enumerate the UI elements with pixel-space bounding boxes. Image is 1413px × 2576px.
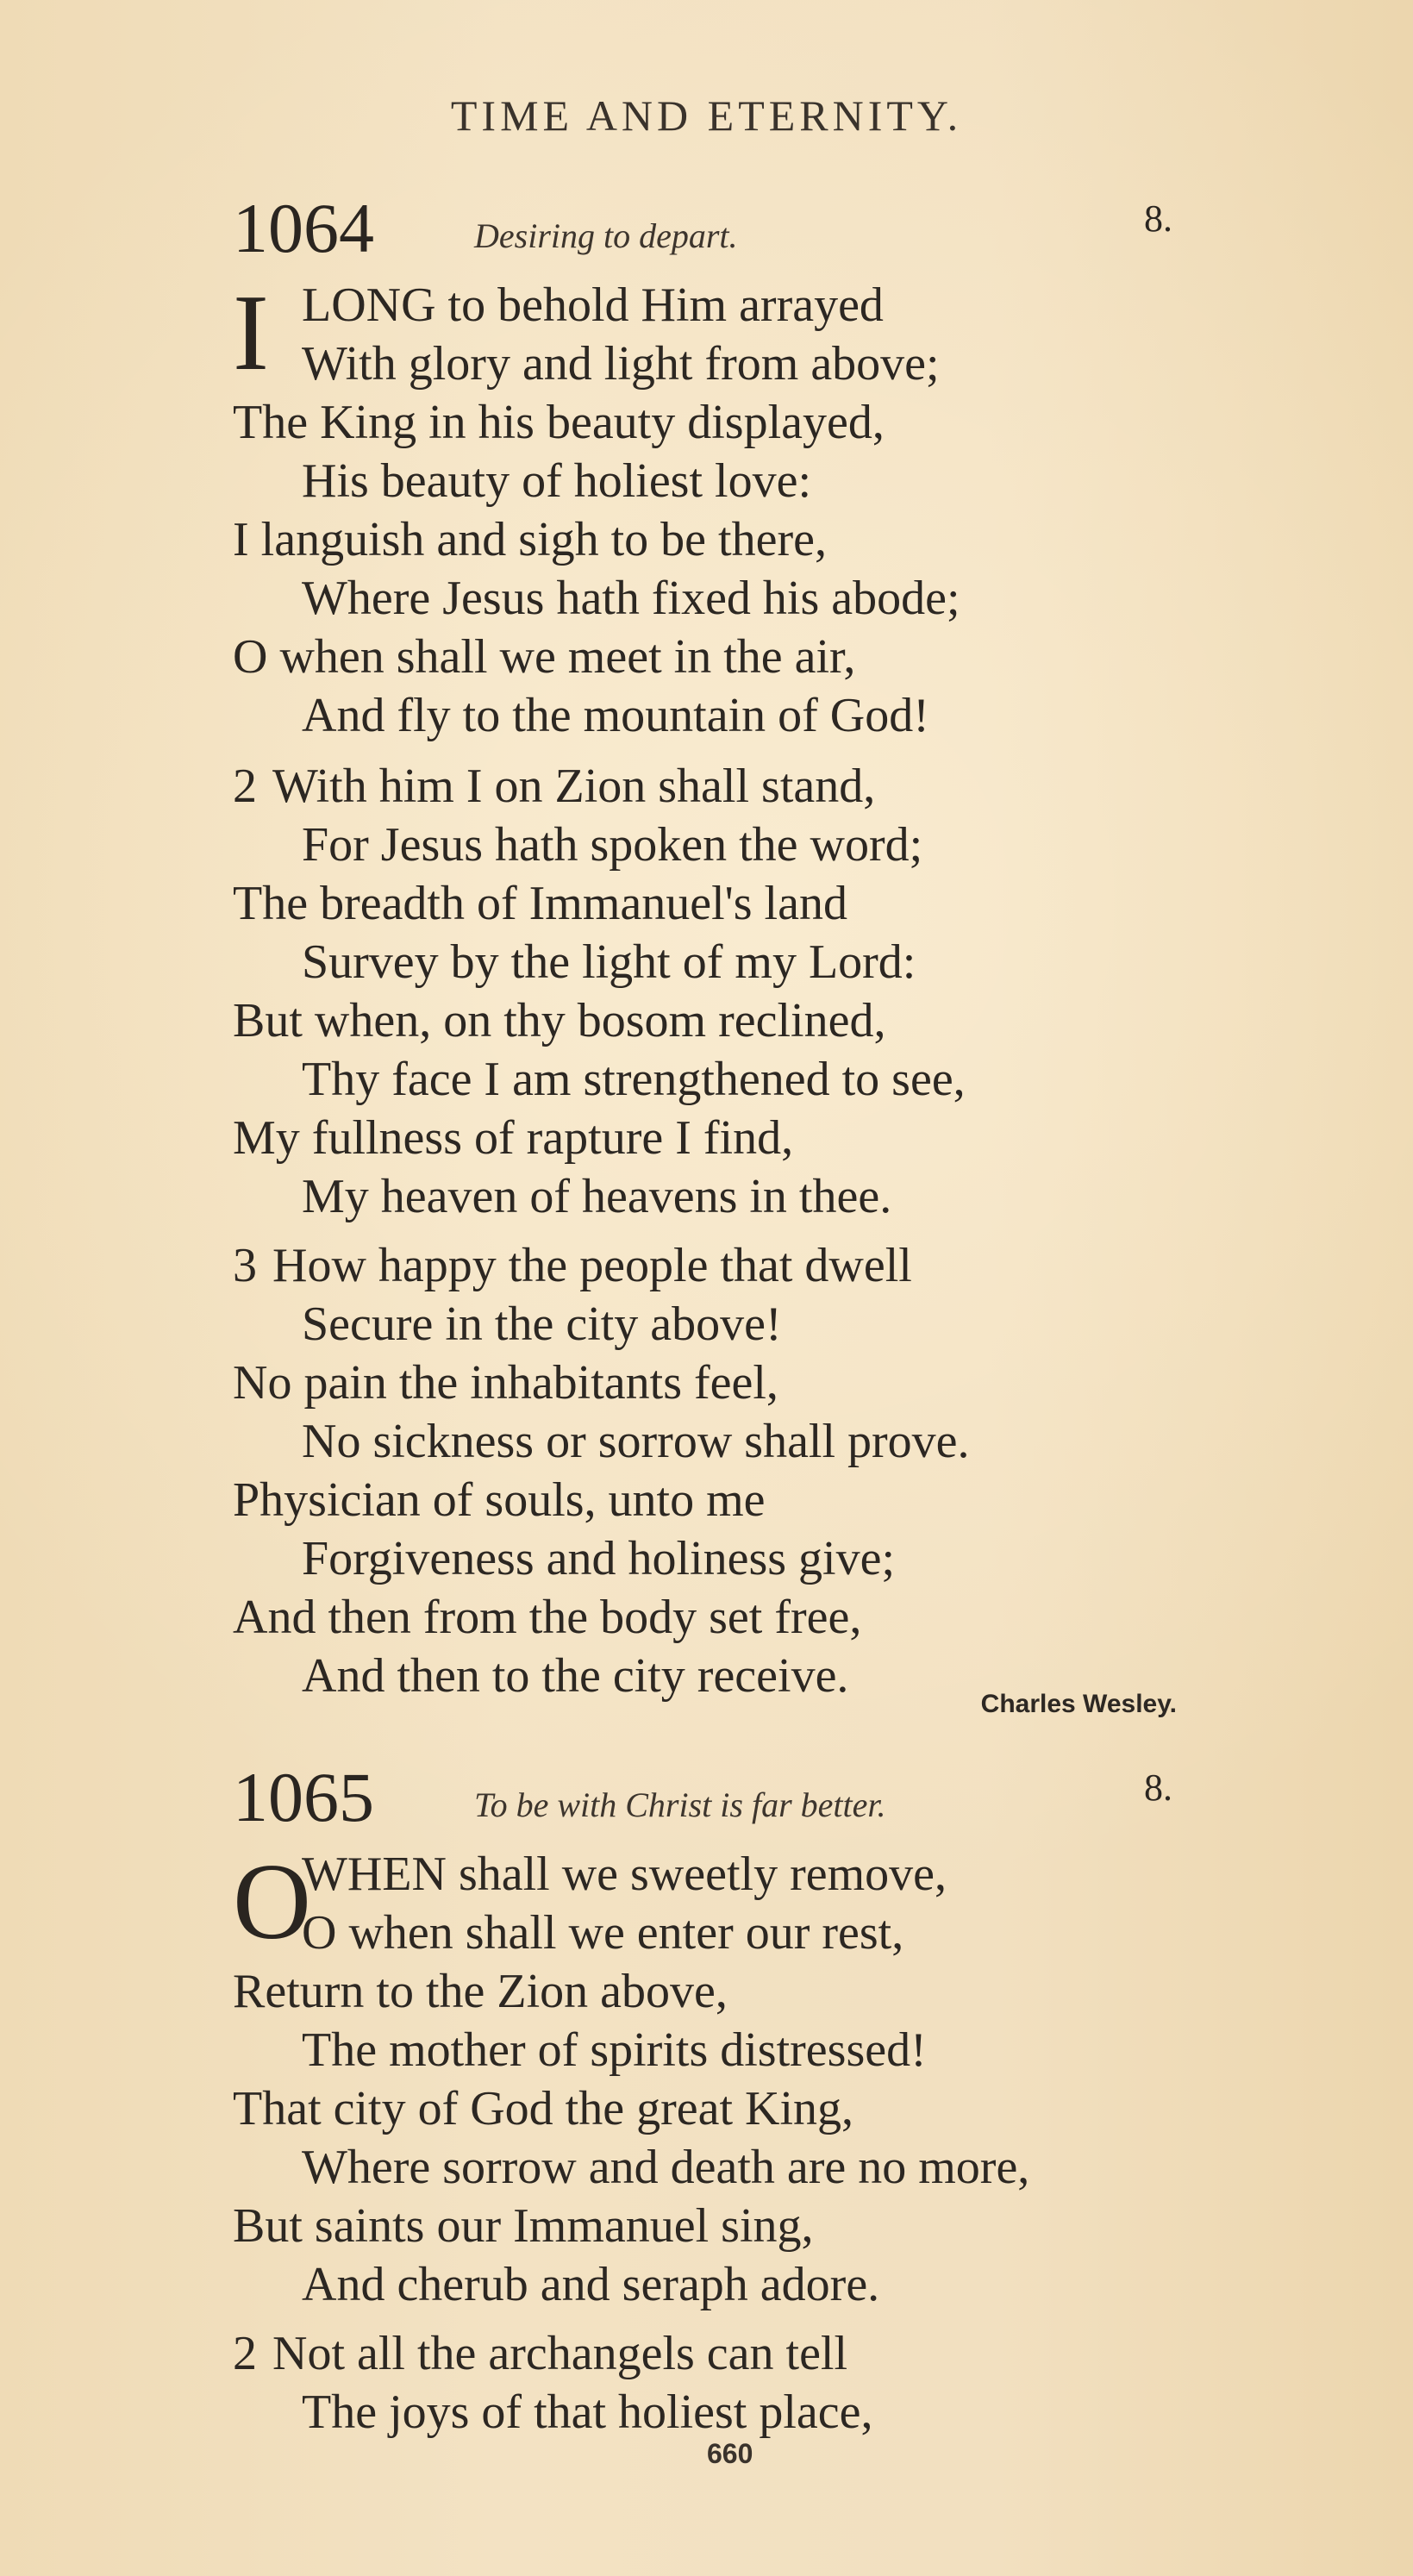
verse-line: The joys of that holiest place, [302,2385,873,2439]
hymn-author: Charles Wesley. [980,1690,1177,1718]
verse-line: The mother of spirits distressed! [302,2023,927,2077]
verse-line: How happy the people that dwell [272,1239,912,1292]
drop-cap: I [233,273,269,393]
verse-line: With him I on Zion shall stand, [272,760,876,813]
verse-line: And then from the body set free, [233,1591,862,1644]
verse-line: Where Jesus hath fixed his abode; [302,572,960,625]
verse-line: And cherub and seraph adore. [302,2258,880,2311]
hymn-title: To be with Christ is far better. [474,1785,886,1824]
verse-line: The King in his beauty displayed, [233,396,885,449]
verse-line: No pain the inhabitants feel, [233,1356,778,1410]
hymn-number: 1065 [233,1758,374,1836]
verse-line: With glory and light from above; [302,337,940,391]
hymn-1065-stanza-1 [233,1842,1310,2314]
verse-line: But saints our Immanuel sing, [233,2199,814,2253]
verse-line: And then to the city receive. [302,1649,849,1703]
hymn-meter: 8. [1144,197,1172,240]
verse-line: I languish and sigh to be there, [233,513,827,566]
verse-line: Return to the Zion above, [233,1965,728,2018]
verse-line: Where sorrow and death are no more, [302,2141,1030,2194]
verse-line: WHEN shall we sweetly remove, [302,1848,947,1901]
stanza-number: 2 [233,760,257,813]
verse-line: Secure in the city above! [302,1297,782,1351]
verse-line: The breadth of Immanuel's land [233,877,847,930]
verse-line: O when shall we meet in the air, [233,630,856,684]
hymn-1064-stanza-2 [233,757,1310,1226]
hymn-1065-header [233,1759,1207,1836]
verse-line: But when, on thy bosom reclined, [233,994,886,1047]
verse-line: Not all the archangels can tell [272,2327,848,2380]
page-number: 660 [707,2438,753,2469]
stanza-number: 2 [233,2327,257,2380]
drop-cap: O [233,1842,311,1962]
verse-line: O when shall we enter our rest, [302,1906,904,1960]
verse-line: Physician of souls, unto me [233,1473,766,1527]
running-head: TIME AND ETERNITY. [450,91,963,140]
verse-line: His beauty of holiest love: [302,454,812,508]
verse-line: For Jesus hath spoken the word; [302,818,923,872]
verse-line: Survey by the light of my Lord: [302,935,916,989]
verse-line: LONG to behold Him arrayed [302,278,884,332]
verse-line: Thy face I am strengthened to see, [302,1053,966,1106]
verse-line: My fullness of rapture I find, [233,1111,794,1165]
hymn-1064-stanza-1 [233,273,1310,745]
verse-line: And fly to the mountain of God! [302,689,929,742]
verse-line: Forgiveness and holiness give; [302,1532,896,1585]
stanza-number: 3 [233,1239,257,1292]
verse-line: My heaven of heavens in thee. [302,1170,892,1223]
hymn-1064-stanza-3 [233,1236,1310,1705]
hymn-1064-header [233,190,1207,267]
verse-line: That city of God the great King, [233,2082,854,2135]
hymn-number: 1064 [233,189,374,267]
verse-line: No sickness or sorrow shall prove. [302,1415,970,1468]
hymn-meter: 8. [1144,1766,1172,1809]
hymn-title: Desiring to depart. [474,216,738,255]
hymn-1065-stanza-2 [233,2324,1310,2442]
